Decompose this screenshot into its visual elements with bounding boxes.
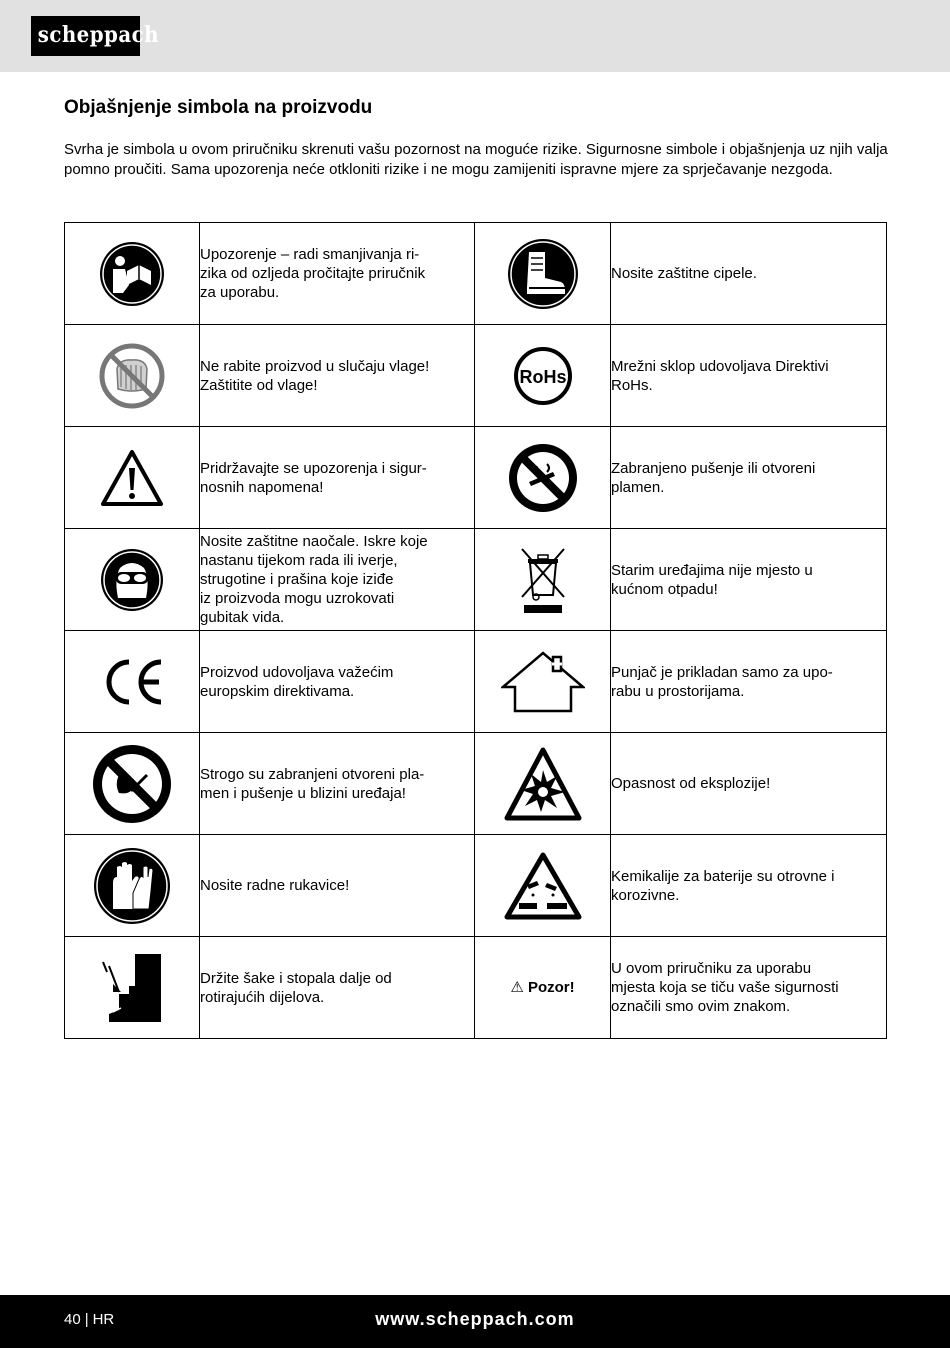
work-gloves-icon: [93, 847, 171, 925]
symbol-description: Nosite radne rukavice!: [200, 877, 350, 894]
symbol-description: Kemikalije za baterije su otrovne i korozivne.: [611, 867, 835, 904]
symbol-description: Mrežni sklop udovoljava Direktivi RoHs.: [611, 357, 829, 394]
footer-bar: [0, 1295, 950, 1348]
safety-shoes-icon: [507, 238, 579, 310]
weee-bin-icon: [518, 545, 568, 615]
symbol-description: Nosite zaštitne cipele.: [611, 265, 757, 282]
no-smoking-icon: [507, 442, 579, 514]
symbol-description: U ovom priručniku za uporabu mjesta koja se tiču vaše sigurnosti označili smo ovim znakom.: [611, 960, 839, 1015]
table-row: [65, 325, 887, 427]
no-moisture-icon: [99, 343, 165, 409]
indoor-house-icon: [501, 649, 585, 715]
symbol-description: Zabranjeno pušenje ili otvoreni plamen.: [611, 459, 816, 496]
rohs-icon: [513, 346, 573, 406]
foot-crush-icon: [99, 950, 165, 1026]
page-number: 40 | HR: [64, 1311, 115, 1328]
table-row: [65, 223, 887, 325]
symbol-description: Opasnost od eksplozije!: [611, 775, 771, 792]
no-open-flame-icon: [91, 743, 173, 825]
symbol-description: Upozorenje – radi smanjivanja ri- zika od ozljeda pročitajte priručnik za uporabu.: [200, 246, 426, 301]
table-row: [65, 427, 887, 529]
symbol-description: Punjač je prikladan samo za upo- rabu u prostorijama.: [611, 663, 833, 700]
table-row: [65, 733, 887, 835]
page-title: Objašnjenje simbola na proizvodu: [64, 97, 373, 118]
table-row: [65, 631, 887, 733]
website-link[interactable]: www.scheppach.com: [375, 1309, 575, 1329]
ce-mark-icon: [99, 657, 165, 707]
warning-triangle-icon: [99, 448, 165, 508]
header-bar: [0, 0, 950, 72]
caution-label: ⚠ Pozor!: [510, 979, 575, 996]
symbol-description: Pridržavajte se upozorenja i sigur- nosnih napomena!: [200, 459, 427, 496]
scheppach-logo: scheppach: [31, 16, 140, 56]
table-row: [65, 937, 887, 1039]
symbol-description: Držite šake i stopala dalje od rotirajućih dijelova.: [200, 969, 392, 1006]
corrosive-hazard-icon: [503, 851, 583, 921]
table-row: [65, 835, 887, 937]
explosion-hazard-icon: [503, 746, 583, 822]
read-manual-icon: [99, 241, 165, 307]
symbol-description: Strogo su zabranjeni otvoreni pla- men i pušenje u blizini uređaja!: [200, 765, 425, 802]
symbol-description: Ne rabite proizvod u slučaju vlage! Zaštitite od vlage!: [200, 357, 430, 394]
symbol-description: Starim uređajima nije mjesto u kućnom otpadu!: [611, 561, 813, 598]
safety-goggles-icon: [100, 548, 164, 612]
symbols-table: [64, 222, 887, 1039]
table-row: [65, 529, 887, 631]
symbol-description: Nosite zaštitne naočale. Iskre koje nastanu tijekom rada ili iverje, strugotine i prašina koje iziđe iz proizvoda mogu uzrokovati gubitak vida.: [200, 533, 428, 626]
intro-paragraph: Svrha je simbola u ovom priručniku skrenuti vašu pozornost na moguće rizike. Sigurnosne simbole i objašnjenja uz njih valja pomno proučiti. Sama upozorenja neće otkloniti rizike i ne mogu zamijeniti ispravne mjere za sprječavanje nezgoda.: [64, 141, 888, 178]
rohs-icon-label: RoHs: [518, 366, 567, 387]
symbol-description: Proizvod udovoljava važećim europskim direktivama.: [200, 663, 394, 700]
